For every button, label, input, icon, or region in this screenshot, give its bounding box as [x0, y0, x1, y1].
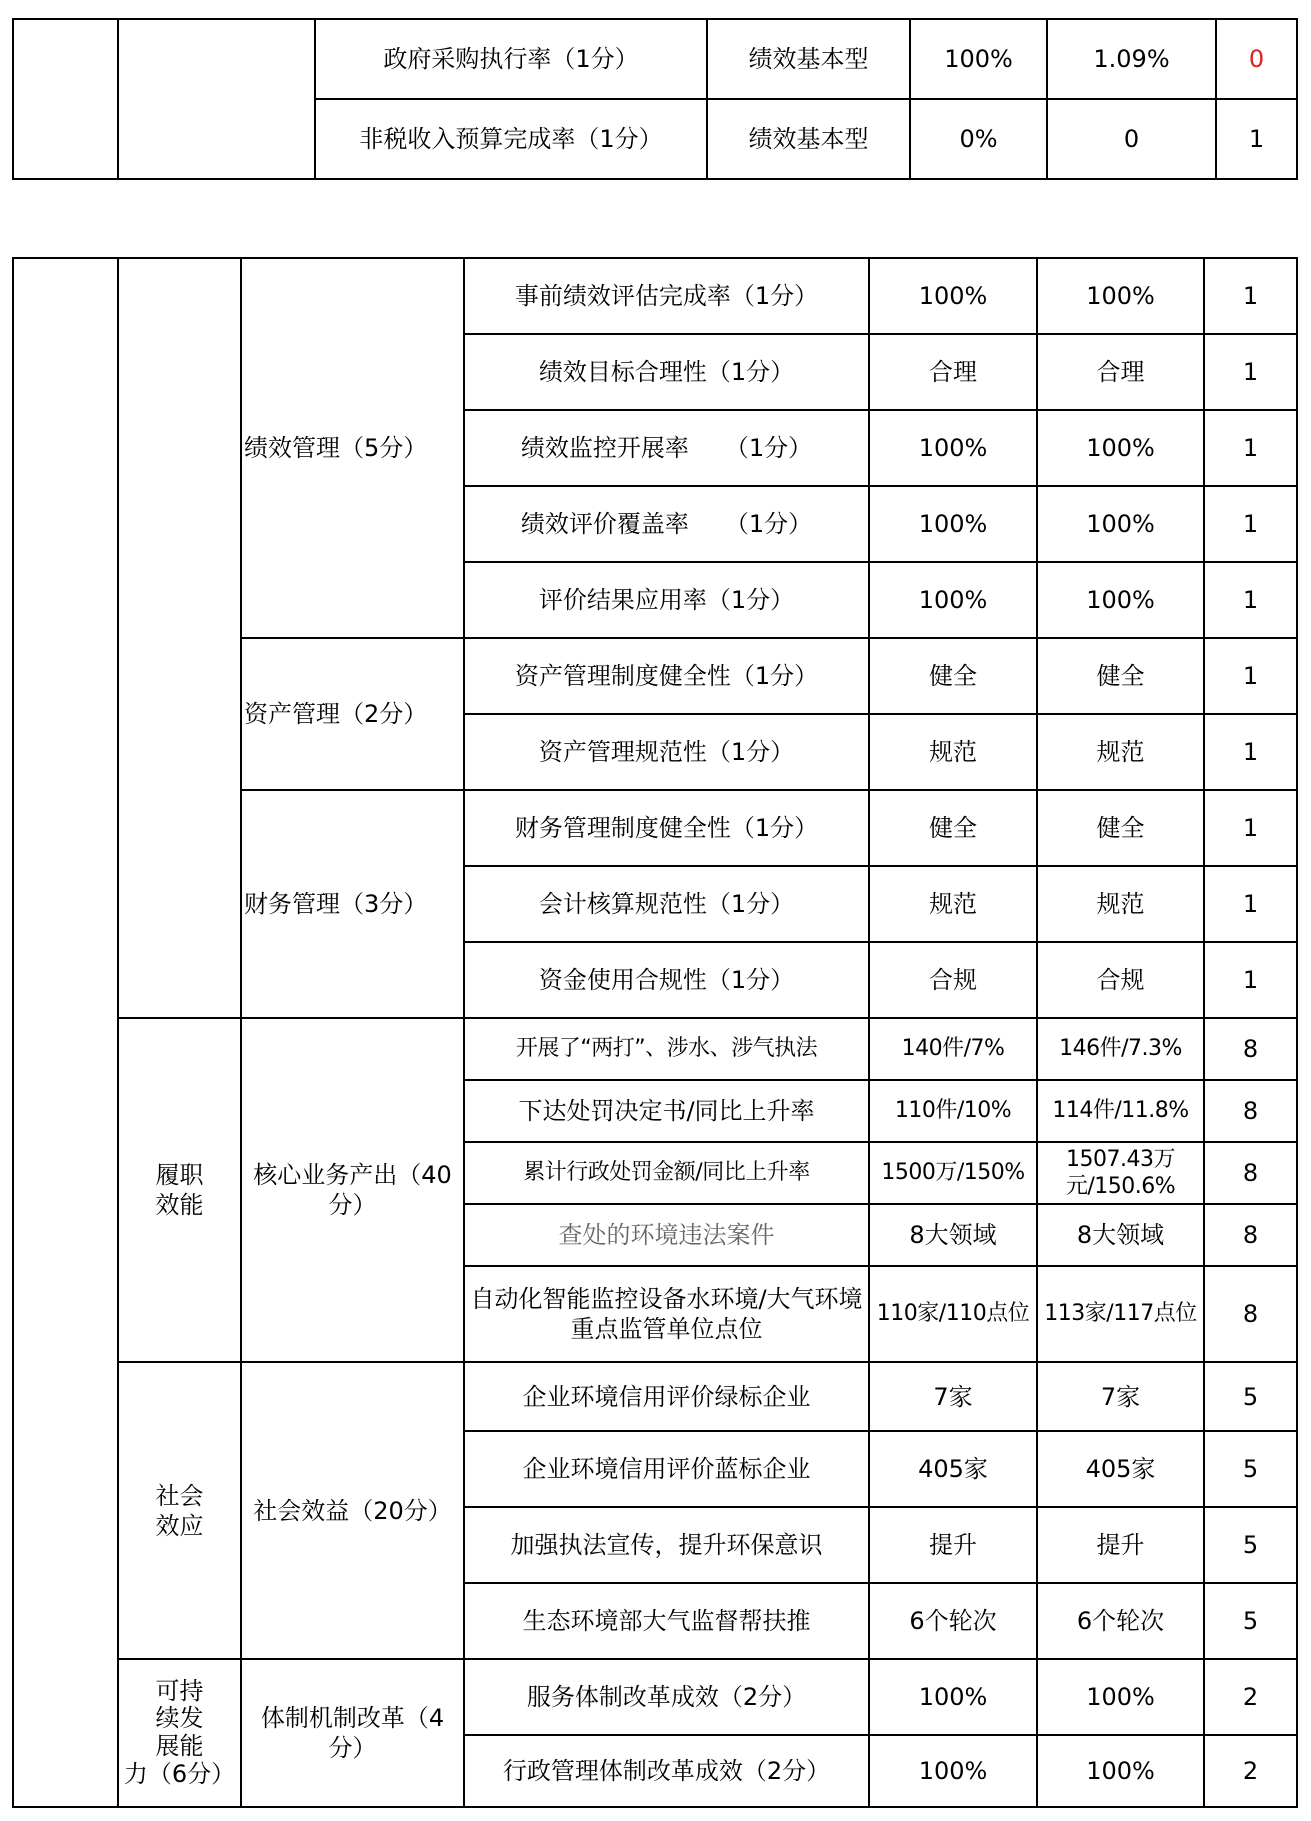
score-cell: 1 [1204, 334, 1297, 410]
indicator-cell: 资产管理规范性（1分） [464, 714, 869, 790]
actual-cell: 114件/11.8% [1037, 1080, 1204, 1142]
target-cell: 8大领域 [869, 1204, 1037, 1266]
target-cell: 110件/10% [869, 1080, 1037, 1142]
score-cell: 2 [1204, 1735, 1297, 1807]
score-cell: 5 [1204, 1362, 1297, 1431]
target-cell: 健全 [869, 638, 1037, 714]
target-cell: 100% [869, 1735, 1037, 1807]
score-cell: 0 [1216, 19, 1297, 99]
indicator-cell: 服务体制改革成效（2分） [464, 1659, 869, 1735]
indicator-cell: 会计核算规范性（1分） [464, 866, 869, 942]
indicator-cell: 行政管理体制改革成效（2分） [464, 1735, 869, 1807]
target-cell: 140件/7% [869, 1018, 1037, 1080]
target-cell: 100% [869, 410, 1037, 486]
actual-cell: 100% [1037, 562, 1204, 638]
actual-cell: 100% [1037, 486, 1204, 562]
performance-table-main [12, 257, 1298, 1808]
group-cell: 社会 效应 [118, 1362, 241, 1659]
subgroup-cell: 体制机制改革（4分） [241, 1659, 464, 1807]
actual-cell: 提升 [1037, 1507, 1204, 1583]
target-cell: 7家 [869, 1362, 1037, 1431]
target-cell: 100% [869, 1659, 1037, 1735]
table-row [13, 258, 1297, 334]
indicator-cell: 生态环境部大气监督帮扶推 [464, 1583, 869, 1659]
score-cell: 1 [1204, 790, 1297, 866]
score-cell: 1 [1216, 99, 1297, 179]
indicator-cell: 企业环境信用评价绿标企业 [464, 1362, 869, 1431]
actual-cell: 113家/117点位 [1037, 1266, 1204, 1362]
actual-cell: 100% [1037, 410, 1204, 486]
blank-cell [118, 19, 315, 179]
blank-cell [13, 19, 118, 179]
actual-cell: 规范 [1037, 714, 1204, 790]
actual-cell: 6个轮次 [1037, 1583, 1204, 1659]
target-cell: 合理 [869, 334, 1037, 410]
indicator-cell: 查处的环境违法案件 [464, 1204, 869, 1266]
score-cell: 1 [1204, 562, 1297, 638]
indicator-cell: 下达处罚决定书/同比上升率 [464, 1080, 869, 1142]
table-row [13, 1659, 1297, 1735]
actual-cell: 健全 [1037, 790, 1204, 866]
indicator-cell: 非税收入预算完成率（1分） [315, 99, 707, 179]
score-cell: 1 [1204, 258, 1297, 334]
score-cell: 1 [1204, 866, 1297, 942]
target-cell: 提升 [869, 1507, 1037, 1583]
subgroup-cell: 绩效管理（5分） [241, 258, 464, 638]
type-cell: 绩效基本型 [707, 19, 910, 99]
score-cell: 1 [1204, 638, 1297, 714]
subgroup-cell: 社会效益（20分） [241, 1362, 464, 1659]
score-cell: 5 [1204, 1431, 1297, 1507]
actual-cell: 8大领域 [1037, 1204, 1204, 1266]
indicator-cell: 加强执法宣传，提升环保意识 [464, 1507, 869, 1583]
indicator-cell: 绩效目标合理性（1分） [464, 334, 869, 410]
subgroup-cell: 核心业务产出（40分） [241, 1018, 464, 1362]
score-cell: 5 [1204, 1583, 1297, 1659]
target-cell: 100% [910, 19, 1047, 99]
actual-cell: 405家 [1037, 1431, 1204, 1507]
actual-cell: 1.09% [1047, 19, 1216, 99]
actual-cell: 合理 [1037, 334, 1204, 410]
actual-cell: 7家 [1037, 1362, 1204, 1431]
target-cell: 100% [869, 258, 1037, 334]
score-cell: 1 [1204, 942, 1297, 1018]
actual-cell: 100% [1037, 1659, 1204, 1735]
score-cell: 1 [1204, 714, 1297, 790]
score-cell: 5 [1204, 1507, 1297, 1583]
score-cell: 1 [1204, 410, 1297, 486]
actual-cell: 1507.43万元/150.6% [1037, 1142, 1204, 1204]
score-cell: 2 [1204, 1659, 1297, 1735]
actual-cell: 100% [1037, 1735, 1204, 1807]
target-cell: 健全 [869, 790, 1037, 866]
score-cell: 8 [1204, 1142, 1297, 1204]
target-cell: 1500万/150% [869, 1142, 1037, 1204]
score-cell: 8 [1204, 1266, 1297, 1362]
actual-cell: 健全 [1037, 638, 1204, 714]
table-row [13, 1362, 1297, 1431]
target-cell: 0% [910, 99, 1047, 179]
group-cell: 可持 续发 展能 力（6分） [118, 1659, 241, 1807]
actual-cell: 100% [1037, 258, 1204, 334]
target-cell: 100% [869, 562, 1037, 638]
target-cell: 规范 [869, 866, 1037, 942]
target-cell: 110家/110点位 [869, 1266, 1037, 1362]
score-cell: 1 [1204, 486, 1297, 562]
target-cell: 405家 [869, 1431, 1037, 1507]
indicator-cell: 资金使用合规性（1分） [464, 942, 869, 1018]
score-cell: 8 [1204, 1204, 1297, 1266]
target-cell: 6个轮次 [869, 1583, 1037, 1659]
indicator-cell: 事前绩效评估完成率（1分） [464, 258, 869, 334]
indicator-cell: 财务管理制度健全性（1分） [464, 790, 869, 866]
subgroup-cell: 资产管理（2分） [241, 638, 464, 790]
blank-cell [118, 258, 241, 1018]
score-cell: 8 [1204, 1018, 1297, 1080]
indicator-cell: 累计行政处罚金额/同比上升率 [464, 1142, 869, 1204]
target-cell: 100% [869, 486, 1037, 562]
indicator-cell: 自动化智能监控设备水环境/大气环境重点监管单位点位 [464, 1266, 869, 1362]
actual-cell: 规范 [1037, 866, 1204, 942]
actual-cell: 146件/7.3% [1037, 1018, 1204, 1080]
table-row [13, 19, 1297, 99]
indicator-cell: 资产管理制度健全性（1分） [464, 638, 869, 714]
indicator-cell: 评价结果应用率（1分） [464, 562, 869, 638]
indicator-cell: 开展了“两打”、涉水、涉气执法 [464, 1018, 869, 1080]
actual-cell: 合规 [1037, 942, 1204, 1018]
type-cell: 绩效基本型 [707, 99, 910, 179]
blank-cell [13, 258, 118, 1807]
indicator-cell: 绩效评价覆盖率 （1分） [464, 486, 869, 562]
target-cell: 规范 [869, 714, 1037, 790]
performance-table-top [12, 18, 1298, 180]
subgroup-cell: 财务管理（3分） [241, 790, 464, 1018]
table-row [13, 1018, 1297, 1080]
indicator-cell: 政府采购执行率（1分） [315, 19, 707, 99]
target-cell: 合规 [869, 942, 1037, 1018]
group-cell: 履职 效能 [118, 1018, 241, 1362]
score-cell: 8 [1204, 1080, 1297, 1142]
actual-cell: 0 [1047, 99, 1216, 179]
indicator-cell: 绩效监控开展率 （1分） [464, 410, 869, 486]
indicator-cell: 企业环境信用评价蓝标企业 [464, 1431, 869, 1507]
